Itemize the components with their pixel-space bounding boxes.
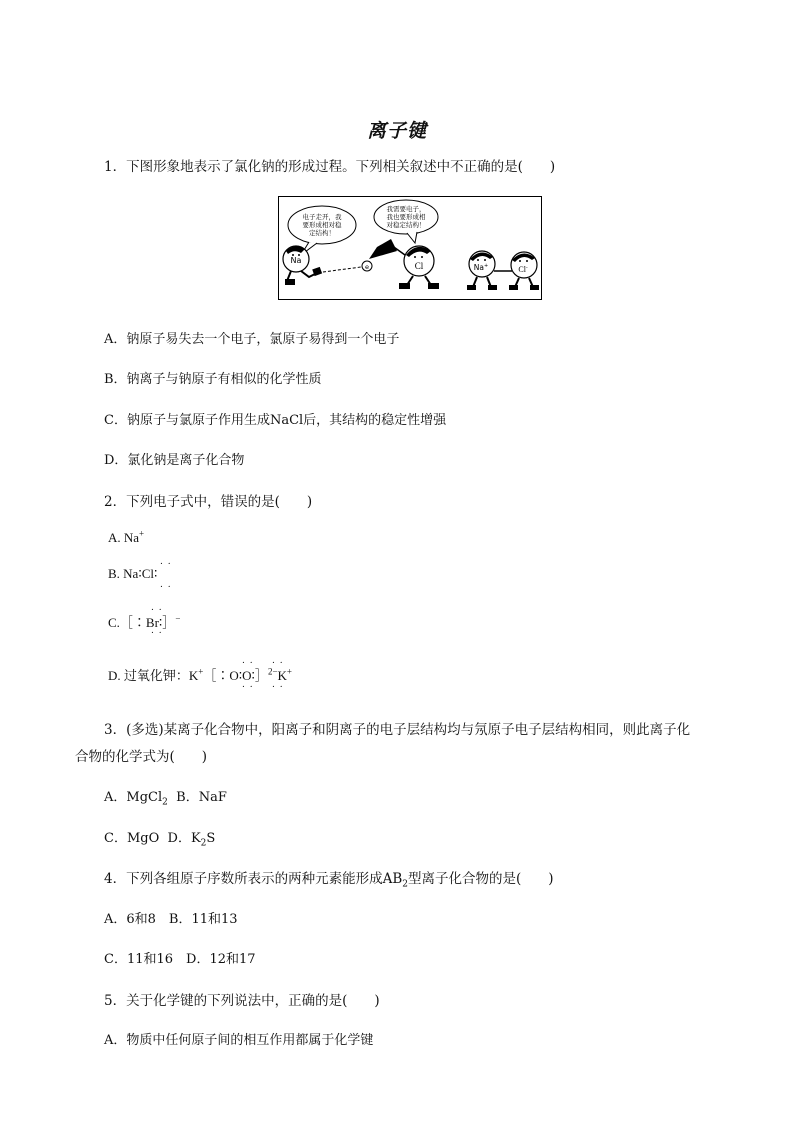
- q2-c-dots-bottom: . .: [151, 626, 163, 636]
- question-5-stem: 5．关于化学键的下列说法中，正确的是( ): [104, 993, 380, 1009]
- na-ion-character: [467, 251, 497, 290]
- q5-option-a: A．物质中任何原子间的相互作用都属于化学键: [104, 1033, 374, 1048]
- q2-c-dots-top: . .: [151, 603, 163, 613]
- q2-option-c: C.［∶Br∶］−: [108, 613, 181, 630]
- electron-path: [323, 267, 361, 272]
- na-bubble-line-1: 电子走开，我: [302, 213, 342, 221]
- cl-label: Cl: [414, 261, 424, 271]
- cl-bubble-line-3: 对稳定结构！: [386, 221, 426, 229]
- cl-bubble-line-2: 我也要形成相: [386, 213, 426, 221]
- q2-d-dots-top-1: . .: [242, 656, 254, 666]
- q3-options-line-1: A．MgCl$_2$ B．NaF: [104, 790, 227, 808]
- cartoon-figure: [279, 197, 541, 299]
- q2-d-dots-bottom-1: . .: [242, 680, 254, 690]
- question-2-stem: 2．下列电子式中，错误的是( ): [104, 494, 313, 510]
- cl-ion-character: [509, 252, 539, 290]
- q1-option-c: C．钠原子与氯原子作用生成NaCl后，其结构的稳定性增强: [104, 413, 447, 428]
- q1-option-d: D．氯化钠是离子化合物: [104, 453, 245, 468]
- q2-b-dots-top: . .: [160, 557, 172, 567]
- question-4-stem: 4．下列各组原子序数所表示的两种元素能形成$AB_2$型离子化合物的是( ): [104, 871, 554, 890]
- q2-option-d: D. 过氧化钾：K+［∶O∶O∶］$^{2-}$K+: [108, 666, 292, 683]
- na-bubble-line-3: 定结构！: [309, 229, 335, 237]
- na-ion-label: Na+: [473, 263, 489, 272]
- page-title: 离子键: [366, 120, 427, 142]
- q4-options-line-1: A．6和8 B．11和13: [104, 912, 238, 927]
- cl-atom-character: [399, 246, 439, 289]
- q2-option-a: A. Na+: [108, 528, 145, 545]
- q1-option-b: B．钠离子与钠原子有相似的化学性质: [104, 372, 322, 387]
- cl-bubble-line-1: 我需要电子，: [386, 205, 426, 213]
- q2-d-dots-top-2: . .: [272, 656, 284, 666]
- question-1-stem: 1．下图形象地表示了氯化钠的形成过程。下列相关叙述中不正确的是( ): [104, 159, 556, 175]
- q1-option-a: A．钠原子易失去一个电子，氯原子易得到一个电子: [104, 332, 400, 347]
- q2-d-dots-bottom-2: . .: [272, 680, 284, 690]
- electron-label: e: [365, 263, 369, 271]
- question-3-stem-line-1: 3．(多选)某离子化合物中，阳离子和阴离子的电子层结构均与氖原子电子层结构相同，则此离子化: [104, 722, 691, 738]
- cl-net-icon: [369, 239, 397, 259]
- sodium-chloride-formation-illustration: [278, 196, 542, 300]
- q2-option-b: B. Na∶Cl∶: [108, 566, 158, 581]
- q3-options-line-2: C．MgO D．$K_2S$: [104, 831, 216, 849]
- q4-options-line-2: C．11和16 D．12和17: [104, 952, 256, 967]
- na-bubble-line-2: 要形成相对稳: [302, 221, 342, 229]
- cl-ion-label: Cl-: [518, 265, 528, 274]
- na-atom-character: [283, 246, 322, 285]
- na-label: Na: [290, 256, 302, 265]
- question-3-stem-line-2: 合物的化学式为( ): [75, 749, 208, 765]
- q2-b-dots-bottom: . .: [160, 580, 172, 590]
